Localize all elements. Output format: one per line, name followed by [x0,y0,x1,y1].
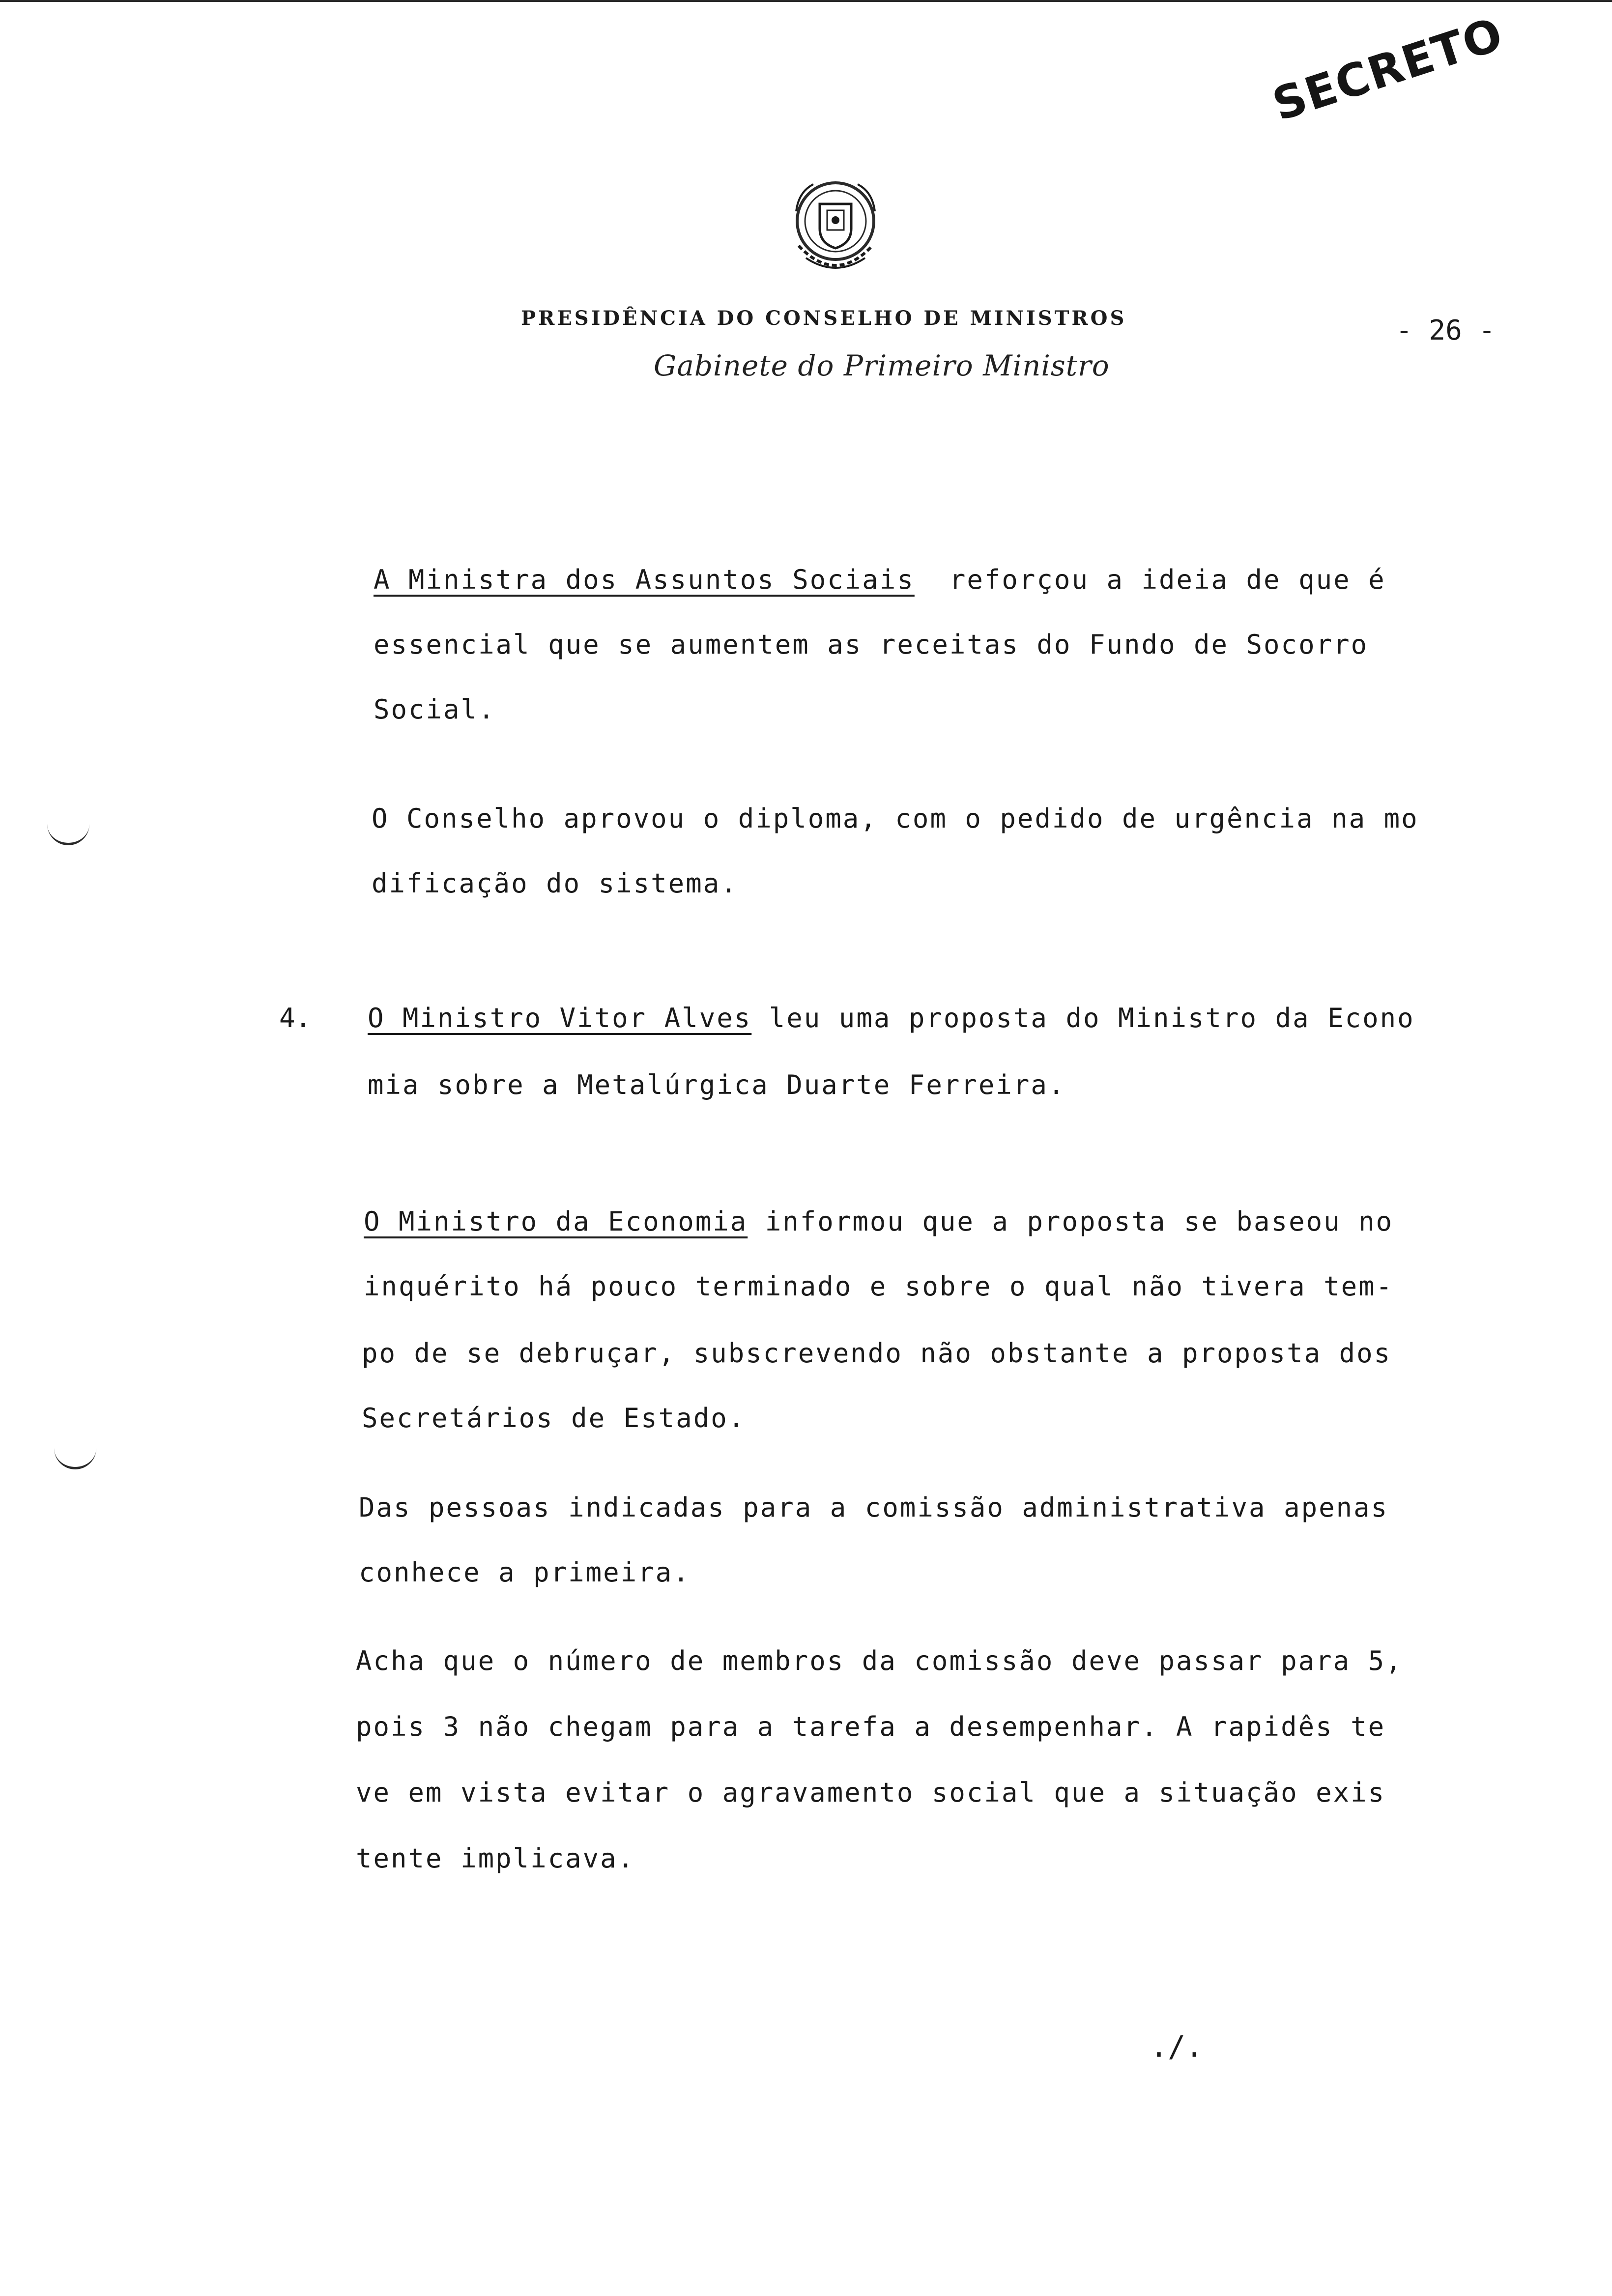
page-number: - 26 - [1396,315,1496,346]
paragraph-line: mia sobre a Metalúrgica Duarte Ferreira. [368,1069,1066,1100]
paragraph-line: O Ministro da Economia informou que a proposta se baseou no [364,1206,1394,1237]
paragraph-line: Das pessoas indicadas para a comissão administrativa apenas [359,1492,1389,1523]
page-top-edge [0,0,1612,2]
continuation-mark: ./. [1150,2030,1204,2064]
paragraph-line: inquérito há pouco terminado e sobre o qual não tivera tem- [364,1271,1394,1302]
paragraph-line: O Conselho aprovou o diploma, com o pedido de urgência na mo [372,803,1419,834]
coat-of-arms-seal [779,172,892,290]
speaker-ministro-vitor-alves: O Ministro Vitor Alves [368,1003,752,1033]
paragraph-line: dificação do sistema. [372,868,738,899]
paragraph-line: tente implicava. [356,1843,635,1874]
paragraph-line: pois 3 não chegam para a tarefa a desempenhar. A rapidês te [356,1711,1386,1742]
paragraph-line: A Ministra dos Assuntos Sociais reforçou a ideia de que é [374,564,1386,595]
margin-mark [54,1442,96,1469]
office-subheader: Gabinete do Primeiro Ministro [654,349,1110,382]
paragraph-line: conhece a primeira. [359,1557,691,1588]
item-number: 4. [279,1003,312,1033]
speaker-ministra-assuntos-sociais: A Ministra dos Assuntos Sociais [374,564,915,595]
paragraph-line: Acha que o número de membros da comissão deve passar para 5, [356,1645,1403,1676]
paragraph-line: Secretários de Estado. [362,1403,746,1434]
speaker-ministro-economia: O Ministro da Economia [364,1206,748,1237]
margin-mark [47,818,89,845]
institution-header: PRESIDÊNCIA DO CONSELHO DE MINISTROS [521,307,1127,330]
paragraph-line: O Ministro Vitor Alves leu uma proposta do Ministro da Econo [368,1003,1415,1033]
paragraph-line: ve em vista evitar o agravamento social que a situação exis [356,1777,1386,1808]
paragraph-line: po de se debruçar, subscrevendo não obstante a proposta dos [362,1338,1392,1369]
secret-stamp: SECRETO [1266,7,1510,132]
paragraph-line: Social. [374,694,496,725]
paragraph-line: essencial que se aumentem as receitas do Fundo de Socorro [374,629,1369,660]
